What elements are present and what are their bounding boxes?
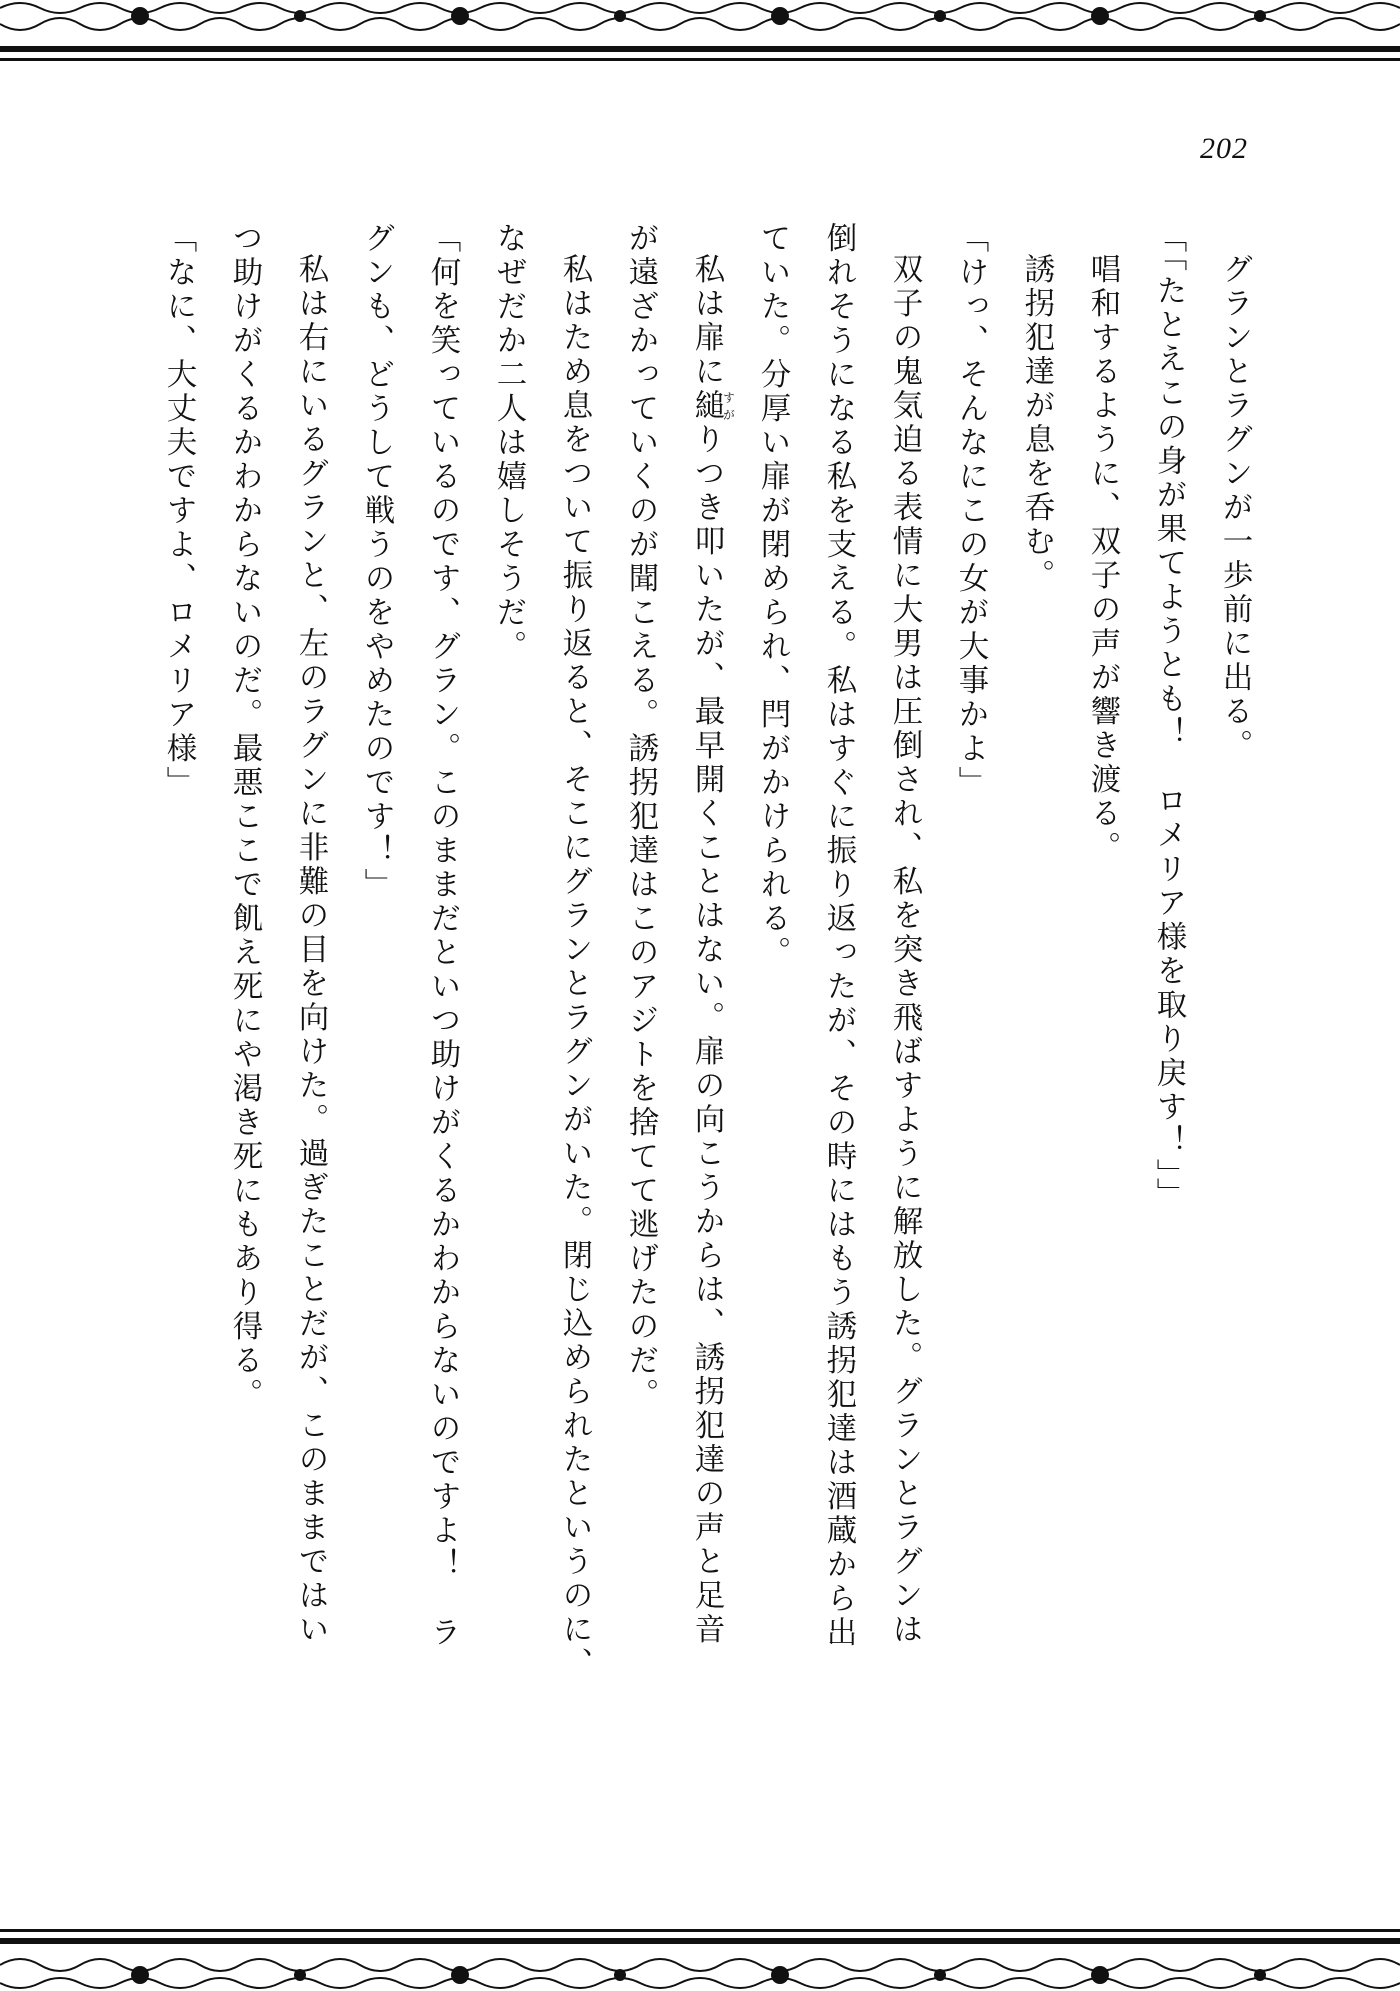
ruby-base: 縋 — [689, 388, 724, 423]
text-line: 「けっ、そんなにこの女が大事かよ」 — [953, 222, 988, 800]
ruby-reading: すが — [721, 388, 736, 423]
text-line: が遠ざかっていくのが聞こえる。誘拐犯達はこのアジトを捨てて逃げたのだ。 — [623, 222, 658, 1412]
text-fragment: 私は扉に — [689, 252, 724, 389]
text-line: 双子の鬼気迫る表情に大男は圧倒され、私を突き飛ばすように解放した。グランとラグンは — [887, 252, 922, 1647]
text-line: 唱和するように、双子の声が響き渡る。 — [1085, 252, 1120, 865]
text-line: 私は右にいるグランと、左のラグンに非難の目を向けた。過ぎたことだが、このままではい — [293, 252, 328, 1647]
text-line: なぜだか二人は嬉しそうだ。 — [491, 222, 526, 664]
text-line: つ助けがくるかわからないのだ。最悪ここで飢え死にや渇き死にもあり得る。 — [227, 222, 262, 1412]
text-line: ていた。分厚い扉が閉められ、閂がかけられる。 — [755, 222, 790, 970]
text-fragment: りつき叩いたが、最早開くことはない。扉の向こうからは、誘拐犯達の声と足音 — [689, 422, 724, 1647]
ornamental-border-top — [0, 0, 1400, 72]
text-line: 「「たとえこの身が果てようとも！ ロメリア様を取り戻す！」」 — [1151, 222, 1186, 1212]
text-line: 倒れそうになる私を支える。私はすぐに振り返ったが、その時にはもう誘拐犯達は酒蔵から出 — [821, 222, 856, 1650]
ornamental-border-bottom — [0, 1919, 1400, 1991]
ruby-annotation — [689, 388, 736, 423]
vertical-body-text — [145, 222, 1267, 1681]
body-text-area — [145, 222, 1252, 1681]
page-number: 202 — [1200, 132, 1248, 165]
text-line-with-ruby — [673, 222, 739, 1647]
text-line: グンも、どうして戦うのをやめたのです！」 — [359, 222, 394, 902]
text-line: 「何を笑っているのです、グラン。このままだといつ助けがくるかわからないのですよ！ ラ — [425, 222, 460, 1650]
text-line: 「なに、大丈夫ですよ、ロメリア様」 — [161, 222, 196, 800]
text-line: 私はため息をついて振り返ると、そこにグランとラグンがいた。閉じ込められたというのに、 — [557, 252, 592, 1681]
text-line: 誘拐犯達が息を呑む。 — [1019, 252, 1054, 593]
text-line: グランとラグンが一歩前に出る。 — [1217, 252, 1252, 763]
